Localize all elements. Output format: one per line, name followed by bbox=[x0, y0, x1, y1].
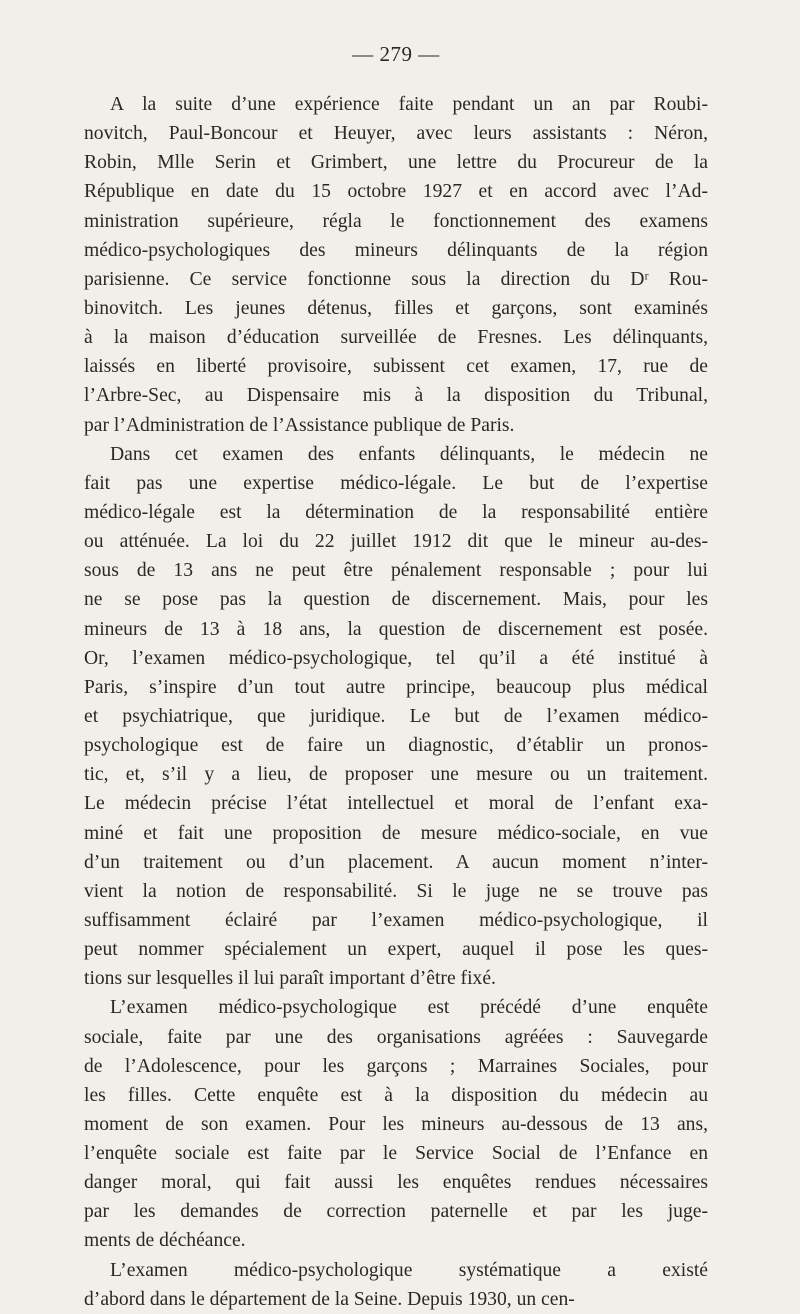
text-line: de l’Adolescence, pour les garçons ; Marraines Sociales, pour bbox=[84, 1055, 708, 1077]
text-line: d’abord dans le département de la Seine. Depuis 1930, un cen- bbox=[84, 1288, 575, 1310]
text-line: ou atténuée. La loi du 22 juillet 1912 dit que le mineur au-des- bbox=[84, 531, 708, 553]
text-line: par l’Administration de l’Assistance publique de Paris. bbox=[84, 414, 515, 436]
text-line: A la suite d’une expérience faite pendant un an par Roubi- bbox=[110, 94, 708, 115]
text-line: Dans cet examen des enfants délinquants, le médecin ne bbox=[110, 443, 708, 465]
text-line: psychologique est de faire un diagnostic, d’établir un pronos- bbox=[84, 735, 708, 757]
text-line: Le médecin précise l’état intellectuel et moral de l’enfant exa- bbox=[84, 793, 708, 815]
text-line: ne se pose pas la question de discernement. Mais, pour les bbox=[84, 589, 708, 611]
text-line: suffisamment éclairé par l’examen médico-psychologique, il bbox=[84, 909, 708, 931]
text-line: à la maison d’éducation surveillée de Fresnes. Les délinquants, bbox=[84, 327, 708, 349]
text-line: laissés en liberté provisoire, subissent cet examen, 17, rue de bbox=[84, 356, 708, 378]
text-line: d’un traitement ou d’un placement. A aucun moment n’inter- bbox=[84, 851, 708, 873]
body-text bbox=[84, 90, 708, 1314]
text-line: par les demandes de correction paternelle et par les juge- bbox=[84, 1201, 708, 1223]
text-line: tions sur lesquelles il lui paraît important d’être fixé. bbox=[84, 968, 496, 990]
text-line: médico-légale est la détermination de la responsabilité entière bbox=[84, 501, 708, 523]
text-line: peut nommer spécialement un expert, auquel il pose les ques- bbox=[84, 939, 708, 961]
paragraph bbox=[84, 440, 708, 994]
page-number: — 279 — bbox=[352, 42, 440, 66]
text-line: médico-psychologiques des mineurs délinquants de la région bbox=[84, 239, 708, 261]
text-line: et psychiatrique, que juridique. Le but de l’examen médico- bbox=[84, 705, 708, 727]
text-line: fait pas une expertise médico-légale. Le but de l’expertise bbox=[84, 472, 708, 494]
text-line: République en date du 15 octobre 1927 et en accord avec l’Ad- bbox=[84, 181, 708, 203]
text-line: danger moral, qui fait aussi les enquêtes rendues nécessaires bbox=[84, 1172, 708, 1194]
text-line: l’enquête sociale est faite par le Service Social de l’Enfance en bbox=[84, 1143, 708, 1165]
text-line: miné et fait une proposition de mesure médico-sociale, en vue bbox=[84, 822, 708, 844]
text-line: sociale, faite par une des organisations agréées : Sauvegarde bbox=[84, 1026, 708, 1048]
text-line: parisienne. Ce service fonctionne sous la direction du Dʳ Rou- bbox=[84, 268, 708, 290]
text-line: ments de déchéance. bbox=[84, 1230, 246, 1252]
book-page bbox=[84, 0, 708, 1310]
text-line: Robin, Mlle Serin et Grimbert, une lettre du Procureur de la bbox=[84, 152, 708, 174]
paragraph bbox=[84, 1256, 708, 1314]
text-line: les filles. Cette enquête est à la disposition du médecin au bbox=[84, 1084, 708, 1106]
text-line: binovitch. Les jeunes détenus, filles et garçons, sont examinés bbox=[84, 297, 708, 319]
text-line: L’examen médico-psychologique est précédé d’une enquête bbox=[110, 997, 708, 1019]
text-line: ministration supérieure, régla le fonctionnement des examens bbox=[84, 210, 708, 232]
text-line: l’Arbre-Sec, au Dispensaire mis à la disposition du Tribunal, bbox=[84, 385, 708, 407]
text-line: moment de son examen. Pour les mineurs au-dessous de 13 ans, bbox=[84, 1113, 708, 1135]
paragraph bbox=[84, 90, 708, 440]
text-line: Paris, s’inspire d’un tout autre principe, beaucoup plus médical bbox=[84, 676, 708, 698]
text-line: Or, l’examen médico-psychologique, tel qu’il a été institué à bbox=[84, 647, 708, 669]
text-line: tic, et, s’il y a lieu, de proposer une mesure ou un traitement. bbox=[84, 764, 708, 786]
text-line: novitch, Paul-Boncour et Heuyer, avec leurs assistants : Néron, bbox=[84, 123, 708, 145]
text-line: sous de 13 ans ne peut être pénalement responsable ; pour lui bbox=[84, 560, 708, 582]
text-line: L’examen médico-psychologique systématique a existé bbox=[110, 1259, 708, 1281]
paragraph bbox=[84, 993, 708, 1255]
text-line: mineurs de 13 à 18 ans, la question de discernement est posée. bbox=[84, 618, 708, 640]
text-line: vient la notion de responsabilité. Si le juge ne se trouve pas bbox=[84, 880, 708, 902]
